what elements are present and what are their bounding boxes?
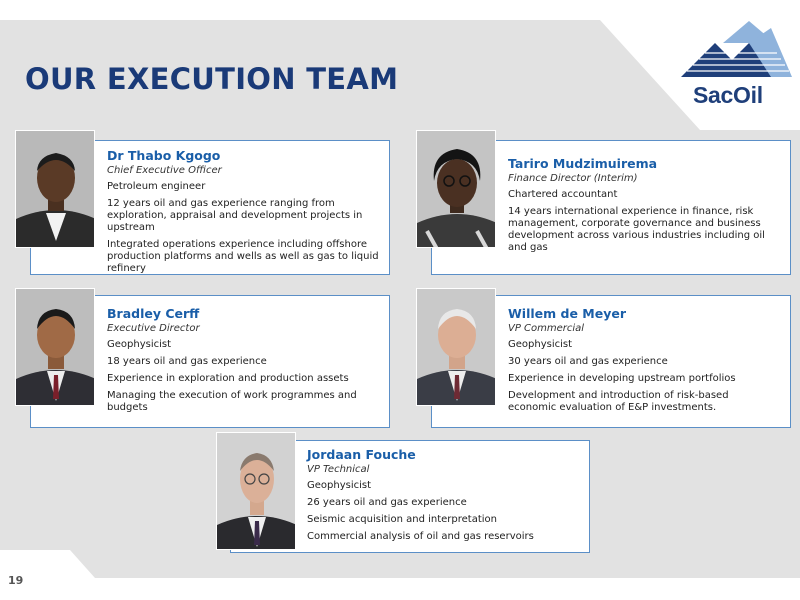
photo-bradley-cerff — [15, 288, 95, 406]
member-detail: Petroleum engineer — [107, 181, 206, 192]
info-thabo-kgogo — [107, 148, 385, 280]
slide-title: OUR EXECUTION TEAM — [25, 62, 399, 96]
member-detail: 26 years oil and gas experience — [307, 497, 467, 508]
info-jordaan-fouche — [307, 447, 582, 548]
info-tariro-mudzimuirema — [508, 156, 773, 259]
member-detail: 18 years oil and gas experience — [107, 356, 267, 367]
member-detail: Commercial analysis of oil and gas reservoirs — [307, 531, 534, 542]
info-bradley-cerff — [107, 306, 377, 419]
member-role: Chief Executive Officer — [107, 165, 222, 176]
member-detail: Integrated operations experience including offshore production platforms and wells as well as gas to liquid refinery — [107, 239, 379, 274]
member-role: VP Commercial — [508, 323, 585, 334]
photo-thabo-kgogo — [15, 130, 95, 248]
member-role: Finance Director (Interim) — [508, 173, 638, 184]
member-detail: Managing the execution of work programmes and budgets — [107, 390, 357, 413]
member-name: Bradley Cerff — [107, 306, 200, 321]
photo-tariro-mudzimuirema — [416, 130, 496, 248]
member-name: Jordaan Fouche — [307, 447, 416, 462]
member-name: Dr Thabo Kgogo — [107, 148, 221, 163]
member-role: Executive Director — [107, 323, 200, 334]
member-detail: 12 years oil and gas experience ranging from exploration, appraisal and development projects in upstream — [107, 198, 363, 233]
photo-jordaan-fouche — [216, 432, 296, 550]
member-detail: Experience in exploration and production assets — [107, 373, 349, 384]
member-detail: Geophysicist — [508, 339, 573, 350]
info-willem-de-meyer — [508, 306, 773, 419]
member-name: Willem de Meyer — [508, 306, 626, 321]
member-detail: Geophysicist — [107, 339, 172, 350]
logo-wordmark: SacOil — [693, 82, 763, 108]
photo-willem-de-meyer — [416, 288, 496, 406]
member-detail: Development and introduction of risk-based economic evaluation of E&P investments. — [508, 390, 729, 413]
member-detail: Geophysicist — [307, 480, 372, 491]
member-detail: Seismic acquisition and interpretation — [307, 514, 497, 525]
member-name: Tariro Mudzimuirema — [508, 156, 658, 171]
member-detail: 14 years international experience in finance, risk management, corporate governance and business development across various industries including oil and gas — [508, 206, 765, 253]
member-detail: Experience in developing upstream portfolios — [508, 373, 736, 384]
member-role: VP Technical — [307, 464, 370, 475]
page-number: 19 — [8, 574, 24, 587]
member-detail: Chartered accountant — [508, 189, 618, 200]
member-detail: 30 years oil and gas experience — [508, 356, 668, 367]
